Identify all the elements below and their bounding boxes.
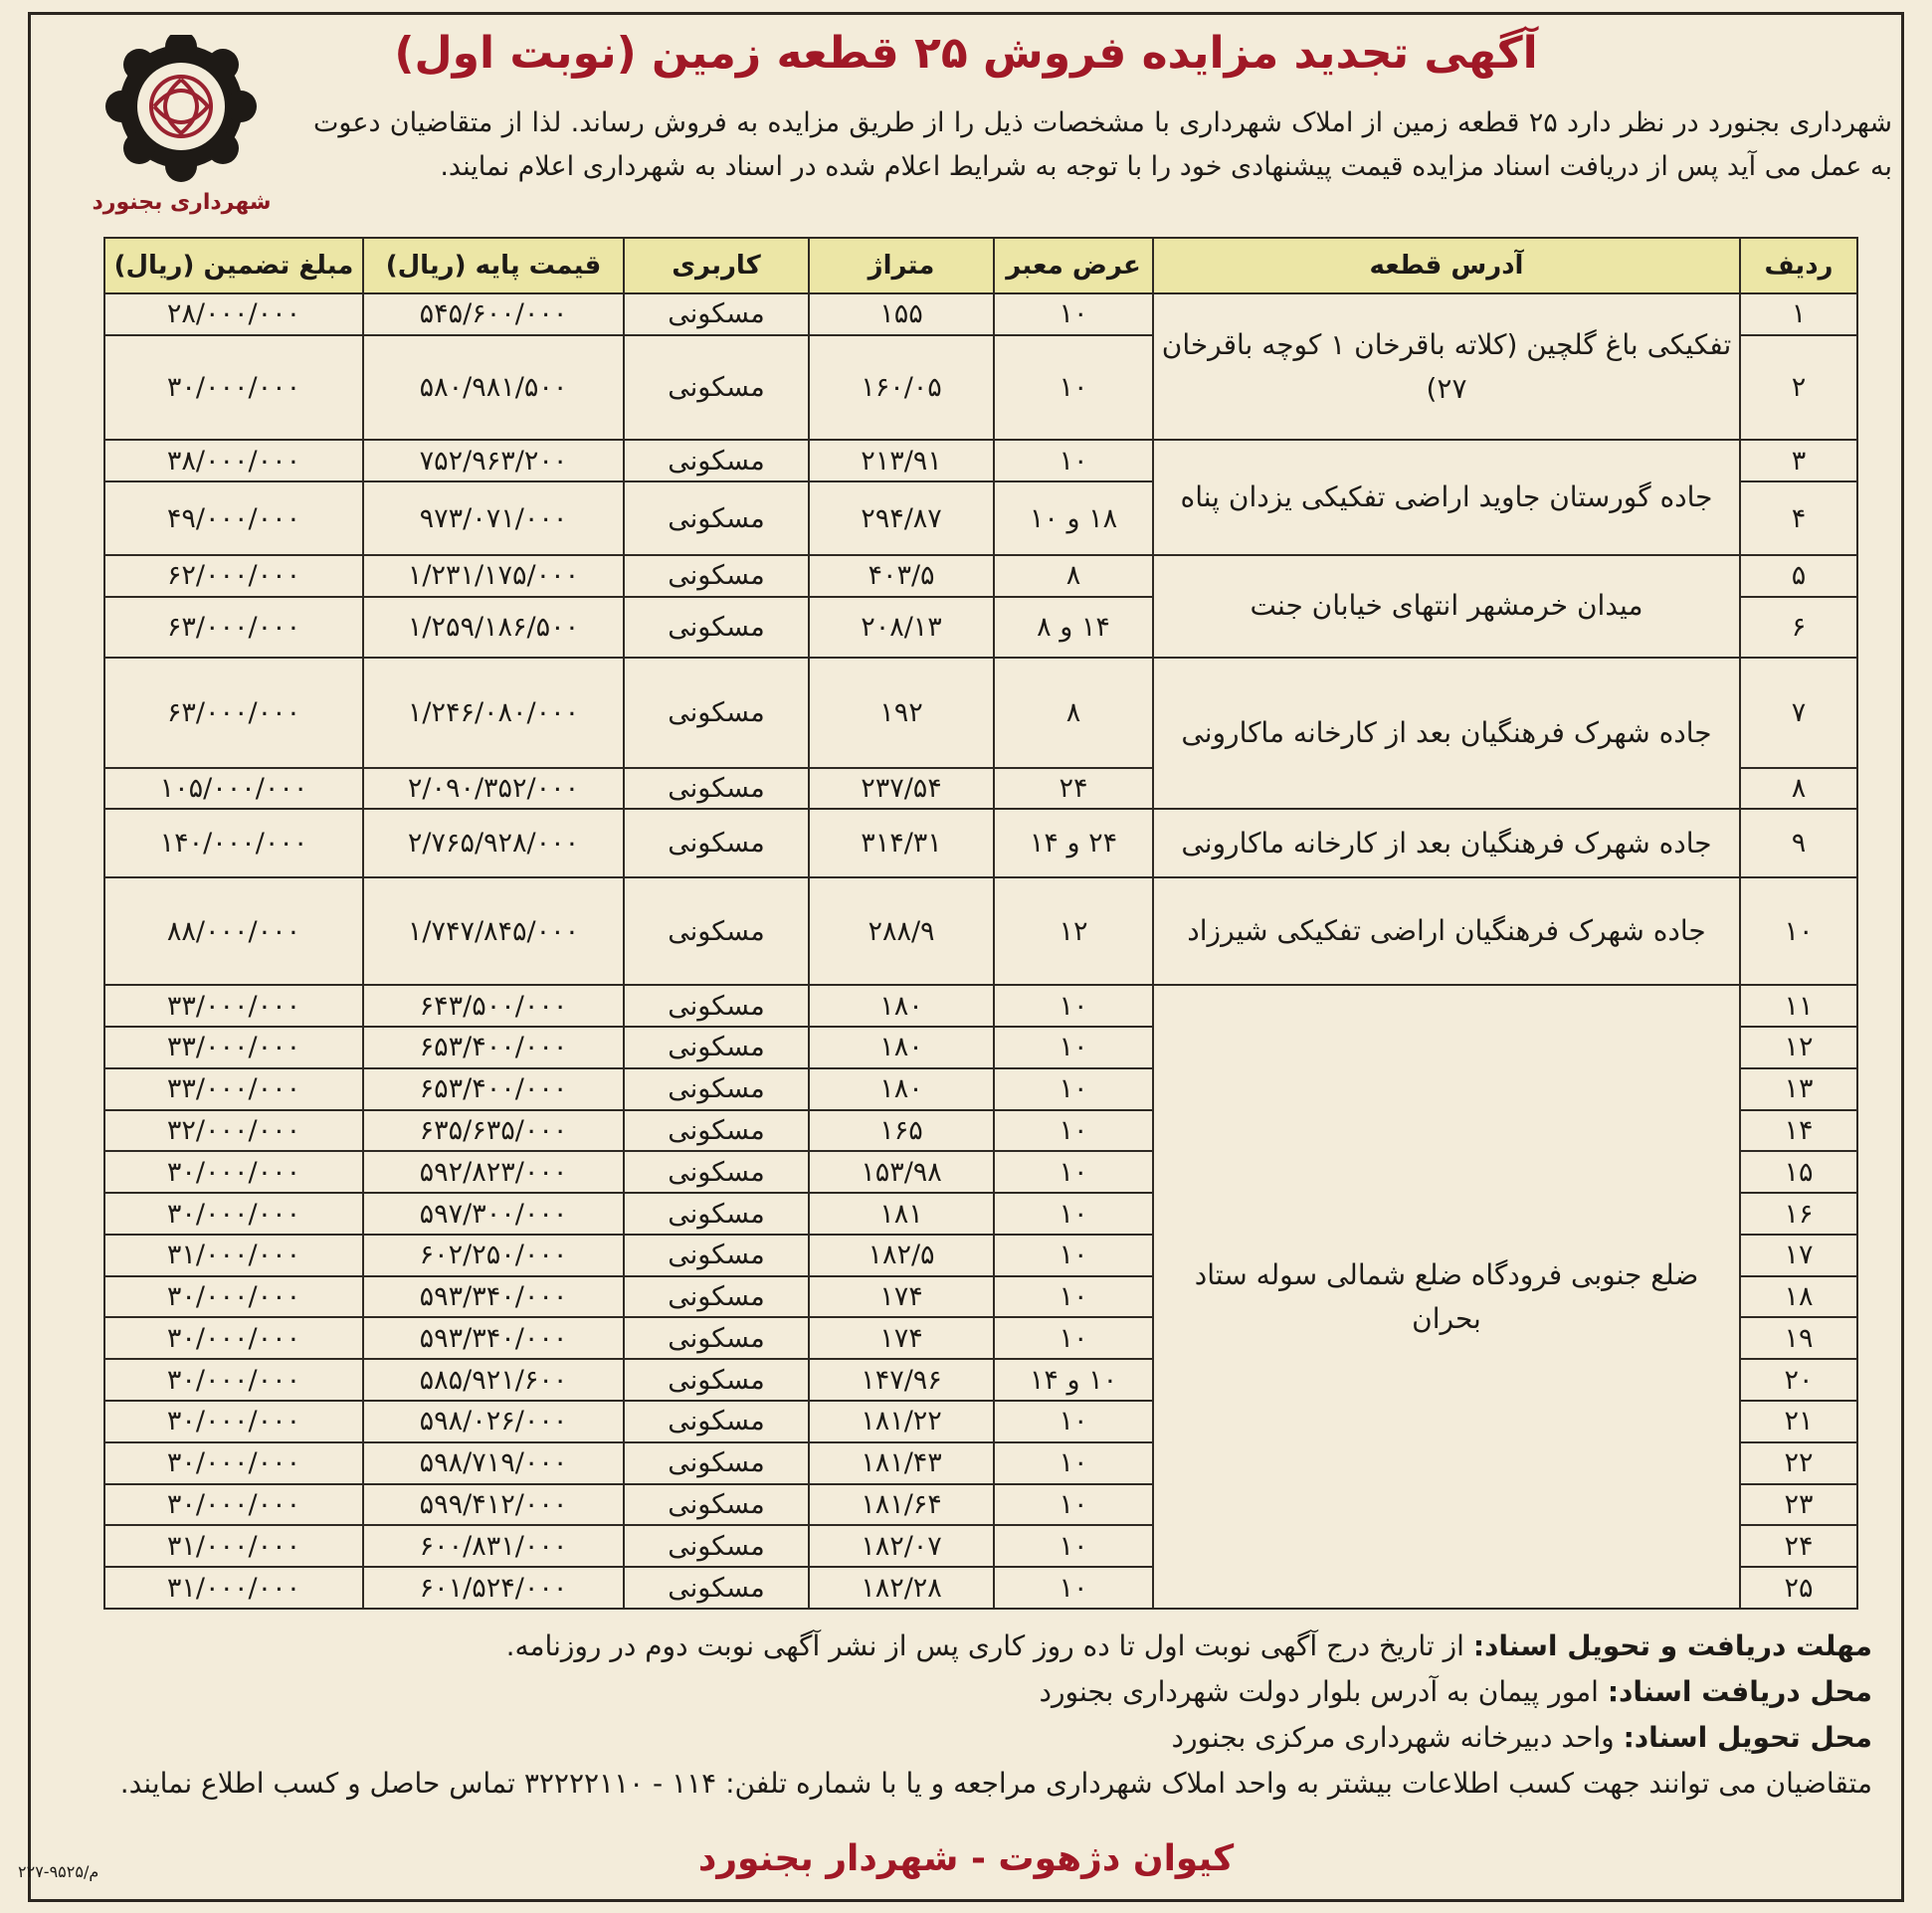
base-price-cell: ۱/۲۴۶/۰۸۰/۰۰۰ — [363, 658, 624, 768]
width-cell: ۱۰ — [994, 1068, 1153, 1110]
row-number-cell: ۲۵ — [1740, 1567, 1857, 1609]
row-number-cell: ۶ — [1740, 597, 1857, 658]
area-cell: ۱۹۲ — [809, 658, 994, 768]
usage-cell: مسکونی — [624, 1110, 809, 1152]
usage-cell: مسکونی — [624, 877, 809, 985]
row-number-cell: ۳ — [1740, 440, 1857, 481]
header-usage: کاربری — [624, 238, 809, 293]
deposit-cell: ۶۲/۰۰۰/۰۰۰ — [104, 555, 363, 597]
width-cell: ۱۲ — [994, 877, 1153, 985]
contact-row — [80, 1761, 1872, 1807]
base-price-cell: ۶۰۱/۵۲۴/۰۰۰ — [363, 1567, 624, 1609]
base-price-cell: ۲/۰۹۰/۳۵۲/۰۰۰ — [363, 768, 624, 810]
area-cell: ۱۸۱/۶۴ — [809, 1484, 994, 1526]
deposit-cell: ۳۰/۰۰۰/۰۰۰ — [104, 1317, 363, 1359]
deposit-cell: ۲۸/۰۰۰/۰۰۰ — [104, 293, 363, 335]
base-price-cell: ۱/۲۵۹/۱۸۶/۵۰۰ — [363, 597, 624, 658]
base-price-cell: ۵۹۸/۰۲۶/۰۰۰ — [363, 1401, 624, 1442]
usage-cell: مسکونی — [624, 293, 809, 335]
base-price-cell: ۶۵۳/۴۰۰/۰۰۰ — [363, 1027, 624, 1068]
base-price-cell: ۷۵۲/۹۶۳/۲۰۰ — [363, 440, 624, 481]
row-number-cell: ۱۸ — [1740, 1276, 1857, 1318]
row-number-cell: ۴ — [1740, 481, 1857, 555]
ad-title: آگهی تجدید مزایده فروش ۲۵ قطعه زمین (نوبت اول) — [394, 28, 1538, 79]
width-cell: ۱۸ و ۱۰ — [994, 481, 1153, 555]
receive-text: امور پیمان به آدرس بلوار دولت شهرداری بجنورد — [1039, 1675, 1599, 1708]
usage-cell: مسکونی — [624, 1235, 809, 1276]
table-row — [104, 877, 1857, 985]
deposit-cell: ۶۳/۰۰۰/۰۰۰ — [104, 597, 363, 658]
area-cell: ۱۵۳/۹۸ — [809, 1151, 994, 1193]
area-cell: ۱۸۲/۵ — [809, 1235, 994, 1276]
base-price-cell: ۱/۷۴۷/۸۴۵/۰۰۰ — [363, 877, 624, 985]
table-row — [104, 809, 1857, 877]
header-row-number: ردیف — [1740, 238, 1857, 293]
row-number-cell: ۱۵ — [1740, 1151, 1857, 1193]
table-row — [104, 985, 1857, 1027]
usage-cell: مسکونی — [624, 597, 809, 658]
address-cell: جاده گورستان جاوید اراضی تفکیکی یزدان پناه — [1153, 440, 1740, 554]
area-cell: ۱۶۵ — [809, 1110, 994, 1152]
header-width: عرض معبر — [994, 238, 1153, 293]
deadline-label: مهلت دریافت و تحویل اسناد: — [1472, 1629, 1872, 1662]
logo — [75, 35, 289, 224]
area-cell: ۱۵۵ — [809, 293, 994, 335]
area-cell: ۱۴۷/۹۶ — [809, 1359, 994, 1401]
deposit-cell: ۳۰/۰۰۰/۰۰۰ — [104, 1484, 363, 1526]
base-price-cell: ۵۹۳/۳۴۰/۰۰۰ — [363, 1317, 624, 1359]
usage-cell: مسکونی — [624, 555, 809, 597]
address-cell: جاده شهرک فرهنگیان اراضی تفکیکی شیرزاد — [1153, 877, 1740, 985]
row-number-cell: ۲۰ — [1740, 1359, 1857, 1401]
base-price-cell: ۵۸۰/۹۸۱/۵۰۰ — [363, 335, 624, 441]
deposit-cell: ۳۰/۰۰۰/۰۰۰ — [104, 1359, 363, 1401]
usage-cell: مسکونی — [624, 1027, 809, 1068]
base-price-cell: ۵۹۳/۳۴۰/۰۰۰ — [363, 1276, 624, 1318]
deliver-row — [80, 1715, 1872, 1761]
usage-cell: مسکونی — [624, 481, 809, 555]
footer — [80, 1624, 1872, 1807]
width-cell: ۱۰ — [994, 1235, 1153, 1276]
area-cell: ۱۸۰ — [809, 985, 994, 1027]
address-cell: ضلع جنوبی فرودگاه ضلع شمالی سوله ستاد بحران — [1153, 985, 1740, 1609]
area-cell: ۱۸۰ — [809, 1068, 994, 1110]
usage-cell: مسکونی — [624, 1276, 809, 1318]
deposit-cell: ۳۲/۰۰۰/۰۰۰ — [104, 1110, 363, 1152]
address-cell: جاده شهرک فرهنگیان بعد از کارخانه ماکارونی — [1153, 658, 1740, 809]
base-price-cell: ۶۵۳/۴۰۰/۰۰۰ — [363, 1068, 624, 1110]
row-number-cell: ۲۲ — [1740, 1442, 1857, 1484]
table-header-row — [104, 238, 1857, 293]
table-row — [104, 658, 1857, 768]
row-number-cell: ۱۷ — [1740, 1235, 1857, 1276]
row-number-cell: ۲۳ — [1740, 1484, 1857, 1526]
area-cell: ۱۸۱/۲۲ — [809, 1401, 994, 1442]
usage-cell: مسکونی — [624, 1359, 809, 1401]
width-cell: ۱۰ — [994, 1401, 1153, 1442]
address-cell: میدان خرمشهر انتهای خیابان جنت — [1153, 555, 1740, 658]
deliver-label: محل تحویل اسناد: — [1623, 1721, 1872, 1754]
usage-cell: مسکونی — [624, 440, 809, 481]
deadline-text: از تاریخ درج آگهی نوبت اول تا ده روز کاری پس از نشر آگهی نوبت دوم در روزنامه. — [505, 1629, 1464, 1662]
width-cell: ۱۰ — [994, 440, 1153, 481]
address-cell: تفکیکی باغ گلچین (کلاته باقرخان ۱ کوچه باقرخان ۲۷) — [1153, 293, 1740, 440]
header-base-price: قیمت پایه (ریال) — [363, 238, 624, 293]
deposit-cell: ۳۰/۰۰۰/۰۰۰ — [104, 1151, 363, 1193]
table-row — [104, 555, 1857, 597]
area-cell: ۴۰۳/۵ — [809, 555, 994, 597]
row-number-cell: ۵ — [1740, 555, 1857, 597]
deadline-row — [80, 1624, 1872, 1669]
contact-text: متقاضیان می توانند جهت کسب اطلاعات بیشتر به واحد املاک شهرداری مراجعه و یا با شماره تلفن: ۱۱۴ - ۳۲۲۲۲۱۱۰ تماس حاصل و کسب اطلاع نمایند. — [119, 1767, 1872, 1800]
receive-row — [80, 1669, 1872, 1715]
deposit-cell: ۳۰/۰۰۰/۰۰۰ — [104, 1276, 363, 1318]
usage-cell: مسکونی — [624, 1401, 809, 1442]
deposit-cell: ۳۸/۰۰۰/۰۰۰ — [104, 440, 363, 481]
usage-cell: مسکونی — [624, 658, 809, 768]
base-price-cell: ۶۳۵/۶۳۵/۰۰۰ — [363, 1110, 624, 1152]
row-number-cell: ۱۰ — [1740, 877, 1857, 985]
deposit-cell: ۳۰/۰۰۰/۰۰۰ — [104, 1401, 363, 1442]
deposit-cell: ۳۰/۰۰۰/۰۰۰ — [104, 1193, 363, 1235]
deposit-cell: ۳۱/۰۰۰/۰۰۰ — [104, 1525, 363, 1567]
area-cell: ۱۸۱ — [809, 1193, 994, 1235]
usage-cell: مسکونی — [624, 1442, 809, 1484]
usage-cell: مسکونی — [624, 1193, 809, 1235]
deposit-cell: ۸۸/۰۰۰/۰۰۰ — [104, 877, 363, 985]
area-cell: ۳۱۴/۳۱ — [809, 809, 994, 877]
deposit-cell: ۶۳/۰۰۰/۰۰۰ — [104, 658, 363, 768]
deposit-cell: ۳۱/۰۰۰/۰۰۰ — [104, 1567, 363, 1609]
width-cell: ۲۴ — [994, 768, 1153, 810]
area-cell: ۱۷۴ — [809, 1276, 994, 1318]
table-row — [104, 293, 1857, 335]
header-address: آدرس قطعه — [1153, 238, 1740, 293]
address-cell: جاده شهرک فرهنگیان بعد از کارخانه ماکارونی — [1153, 809, 1740, 877]
width-cell: ۱۰ — [994, 1442, 1153, 1484]
usage-cell: مسکونی — [624, 1484, 809, 1526]
row-number-cell: ۸ — [1740, 768, 1857, 810]
base-price-cell: ۵۹۹/۴۱۲/۰۰۰ — [363, 1484, 624, 1526]
area-cell: ۱۸۱/۴۳ — [809, 1442, 994, 1484]
width-cell: ۲۴ و ۱۴ — [994, 809, 1153, 877]
area-cell: ۱۸۲/۲۸ — [809, 1567, 994, 1609]
row-number-cell: ۲۱ — [1740, 1401, 1857, 1442]
deposit-cell: ۳۳/۰۰۰/۰۰۰ — [104, 1068, 363, 1110]
area-cell: ۱۶۰/۰۵ — [809, 335, 994, 441]
row-number-cell: ۱۶ — [1740, 1193, 1857, 1235]
deposit-cell: ۳۳/۰۰۰/۰۰۰ — [104, 1027, 363, 1068]
row-number-cell: ۱ — [1740, 293, 1857, 335]
base-price-cell: ۵۹۸/۷۱۹/۰۰۰ — [363, 1442, 624, 1484]
land-table — [103, 237, 1858, 1610]
receive-label: محل دریافت اسناد: — [1607, 1675, 1872, 1708]
header-deposit: مبلغ تضمین (ریال) — [104, 238, 363, 293]
intro-paragraph: شهرداری بجنورد در نظر دارد ۲۵ قطعه زمین از املاک شهرداری با مشخصات ذیل را از طریق مزایده به فروش رساند. لذا از متقاضیان دعوت به عمل می آید پس از دریافت اسناد مزایده قیمت پیشنهادی خود را با توجه به شرایط اعلام شده در اسناد به شهرداری اعلام نمایند. — [313, 107, 1892, 182]
row-number-cell: ۱۲ — [1740, 1027, 1857, 1068]
width-cell: ۱۰ — [994, 1151, 1153, 1193]
base-price-cell: ۵۸۵/۹۲۱/۶۰۰ — [363, 1359, 624, 1401]
width-cell: ۱۰ — [994, 1110, 1153, 1152]
signature: کیوان دژهوت - شهردار بجنورد — [697, 1838, 1235, 1879]
base-price-cell: ۵۹۲/۸۲۳/۰۰۰ — [363, 1151, 624, 1193]
width-cell: ۱۴ و ۸ — [994, 597, 1153, 658]
area-cell: ۲۰۸/۱۳ — [809, 597, 994, 658]
row-number-cell: ۱۴ — [1740, 1110, 1857, 1152]
area-cell: ۱۸۰ — [809, 1027, 994, 1068]
area-cell: ۱۸۲/۰۷ — [809, 1525, 994, 1567]
row-number-cell: ۲۴ — [1740, 1525, 1857, 1567]
base-price-cell: ۱/۲۳۱/۱۷۵/۰۰۰ — [363, 555, 624, 597]
width-cell: ۱۰ — [994, 335, 1153, 441]
ad-code: م/۹۵۲۵-۲۲۷ — [18, 1862, 99, 1881]
row-number-cell: ۱۳ — [1740, 1068, 1857, 1110]
usage-cell: مسکونی — [624, 809, 809, 877]
deposit-cell: ۳۳/۰۰۰/۰۰۰ — [104, 985, 363, 1027]
deliver-text: واحد دبیرخانه شهرداری مرکزی بجنورد — [1171, 1721, 1615, 1754]
usage-cell: مسکونی — [624, 985, 809, 1027]
row-number-cell: ۷ — [1740, 658, 1857, 768]
deposit-cell: ۳۰/۰۰۰/۰۰۰ — [104, 335, 363, 441]
usage-cell: مسکونی — [624, 1317, 809, 1359]
deposit-cell: ۱۴۰/۰۰۰/۰۰۰ — [104, 809, 363, 877]
area-cell: ۲۸۸/۹ — [809, 877, 994, 985]
deposit-cell: ۱۰۵/۰۰۰/۰۰۰ — [104, 768, 363, 810]
row-number-cell: ۱۹ — [1740, 1317, 1857, 1359]
table-row — [104, 440, 1857, 481]
width-cell: ۸ — [994, 658, 1153, 768]
width-cell: ۱۰ — [994, 1027, 1153, 1068]
row-number-cell: ۹ — [1740, 809, 1857, 877]
usage-cell: مسکونی — [624, 1151, 809, 1193]
base-price-cell: ۶۰۲/۲۵۰/۰۰۰ — [363, 1235, 624, 1276]
base-price-cell: ۲/۷۶۵/۹۲۸/۰۰۰ — [363, 809, 624, 877]
width-cell: ۱۰ — [994, 1193, 1153, 1235]
usage-cell: مسکونی — [624, 1567, 809, 1609]
width-cell: ۱۰ — [994, 985, 1153, 1027]
base-price-cell: ۹۷۳/۰۷۱/۰۰۰ — [363, 481, 624, 555]
deposit-cell: ۳۱/۰۰۰/۰۰۰ — [104, 1235, 363, 1276]
usage-cell: مسکونی — [624, 1525, 809, 1567]
width-cell: ۱۰ و ۱۴ — [994, 1359, 1153, 1401]
area-cell: ۱۷۴ — [809, 1317, 994, 1359]
width-cell: ۱۰ — [994, 1525, 1153, 1567]
usage-cell: مسکونی — [624, 335, 809, 441]
deposit-cell: ۴۹/۰۰۰/۰۰۰ — [104, 481, 363, 555]
width-cell: ۱۰ — [994, 1317, 1153, 1359]
width-cell: ۱۰ — [994, 293, 1153, 335]
base-price-cell: ۵۴۵/۶۰۰/۰۰۰ — [363, 293, 624, 335]
deposit-cell: ۳۰/۰۰۰/۰۰۰ — [104, 1442, 363, 1484]
usage-cell: مسکونی — [624, 1068, 809, 1110]
base-price-cell: ۵۹۷/۳۰۰/۰۰۰ — [363, 1193, 624, 1235]
municipality-emblem-icon — [75, 35, 289, 184]
row-number-cell: ۲ — [1740, 335, 1857, 441]
width-cell: ۱۰ — [994, 1567, 1153, 1609]
header-area: متراژ — [809, 238, 994, 293]
width-cell: ۸ — [994, 555, 1153, 597]
width-cell: ۱۰ — [994, 1276, 1153, 1318]
base-price-cell: ۶۴۳/۵۰۰/۰۰۰ — [363, 985, 624, 1027]
area-cell: ۲۹۴/۸۷ — [809, 481, 994, 555]
area-cell: ۲۳۷/۵۴ — [809, 768, 994, 810]
table-body — [104, 293, 1857, 1609]
area-cell: ۲۱۳/۹۱ — [809, 440, 994, 481]
row-number-cell: ۱۱ — [1740, 985, 1857, 1027]
usage-cell: مسکونی — [624, 768, 809, 810]
logo-caption: شهرداری بجنورد — [92, 190, 272, 215]
base-price-cell: ۶۰۰/۸۳۱/۰۰۰ — [363, 1525, 624, 1567]
width-cell: ۱۰ — [994, 1484, 1153, 1526]
